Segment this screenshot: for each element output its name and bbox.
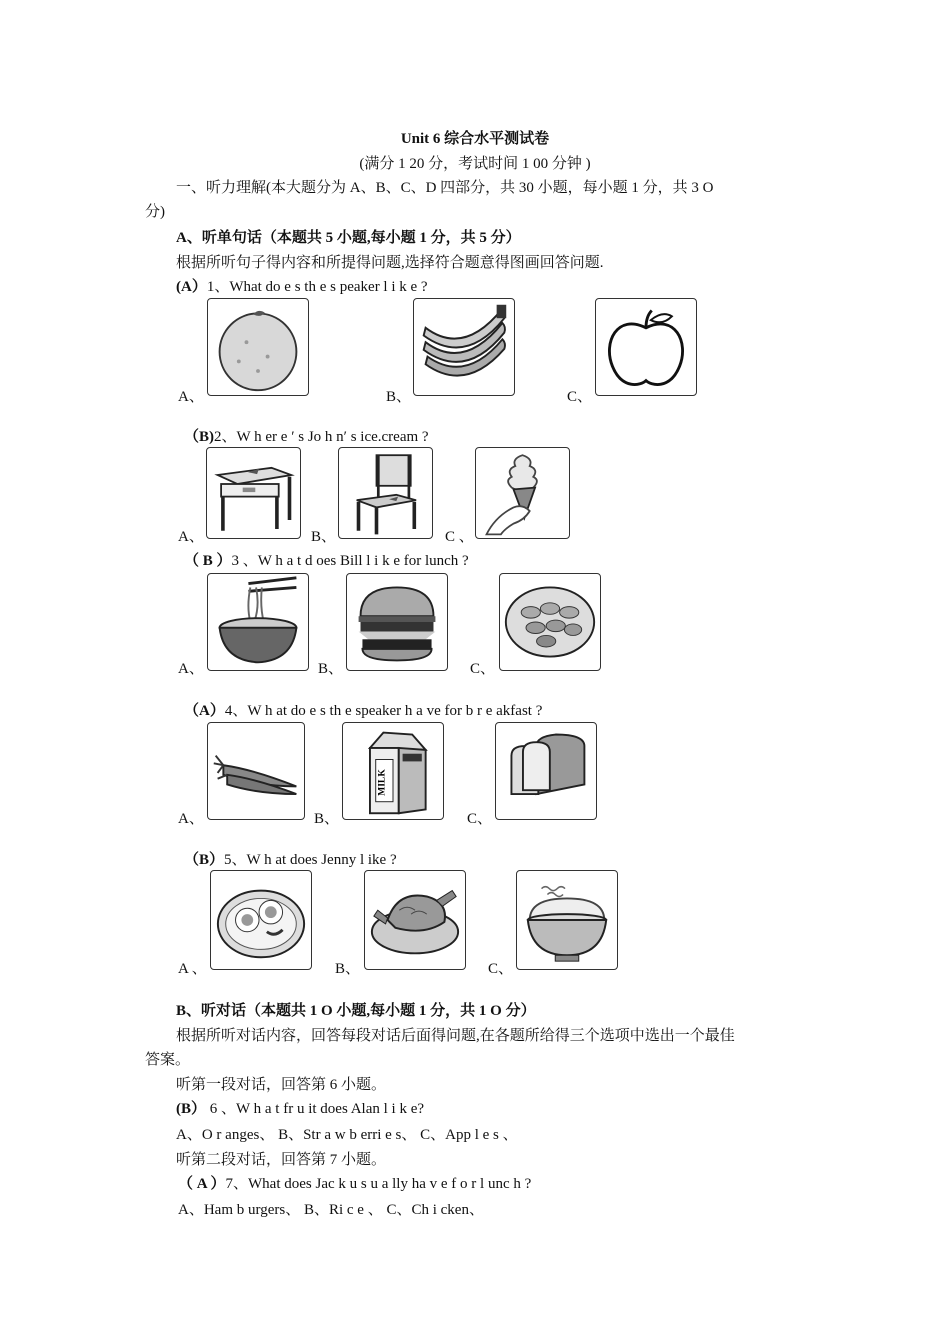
q4-option-b[interactable]: B、 <box>314 811 340 827</box>
milk-picture[interactable] <box>342 722 444 820</box>
dumplings-icon <box>500 574 600 670</box>
answer-7: （ A ） <box>178 1176 226 1192</box>
question-2-text: 2、W h er e ′ s Jo h n′ s ice.cream ? <box>214 429 429 445</box>
sectionB-heading: B、听对话（本题共 1 O 小题,每小题 1 分，共 1 O 分） <box>176 1003 536 1019</box>
sectionB-instruction-cont: 答案。 <box>145 1052 191 1068</box>
table-picture[interactable] <box>206 447 301 539</box>
chicken-picture[interactable] <box>364 870 466 970</box>
carrots-picture[interactable] <box>207 722 305 820</box>
q2-option-a[interactable]: A、 <box>178 529 204 545</box>
page-title: Unit 6 综合水平测试卷 <box>400 131 550 147</box>
q5-option-a[interactable]: A 、 <box>178 961 207 977</box>
question-6 <box>176 1099 424 1119</box>
question-3-text: 3 、W h a t d oes Bill l i k e for lunch ? <box>231 553 469 569</box>
q3-option-a[interactable]: A、 <box>178 661 204 677</box>
q3-option-c[interactable]: C、 <box>470 661 496 677</box>
q4-option-a[interactable]: A、 <box>178 811 204 827</box>
answer-5: （B） <box>184 852 225 868</box>
question-1 <box>176 277 428 297</box>
answer-2: （B) <box>184 429 215 445</box>
q4-option-c[interactable]: C、 <box>467 811 493 827</box>
q1-option-b[interactable]: B、 <box>386 389 412 405</box>
hamburger-picture[interactable] <box>346 573 448 671</box>
sectionA-instruction: 根据所听句子得内容和所提得问题,选择符合题意得图画回答问题. <box>176 255 604 271</box>
eggs-plate-icon <box>211 871 311 969</box>
milk-label: MILK <box>376 769 388 796</box>
chair-icon <box>339 448 432 538</box>
ice-cream-picture[interactable] <box>475 447 570 539</box>
bananas-picture[interactable] <box>413 298 515 396</box>
sectionB-instruction: 根据所听对话内容，回答每段对话后面得问题,在各题所给得三个选项中选出一个最佳 <box>176 1028 735 1044</box>
dialog-1-intro: 听第一段对话，回答第 6 小题。 <box>176 1077 387 1093</box>
question-5 <box>184 850 397 870</box>
ice-cream-hand-icon <box>476 448 569 538</box>
question-5-text: 5、W h at does Jenny l ike ? <box>224 852 397 868</box>
dialog-2-intro: 听第二段对话，回答第 7 小题。 <box>176 1152 387 1168</box>
question-6-options: A、O r anges、 B、Str a w b erri e s、 C、App l e s 、 <box>176 1127 518 1143</box>
bread-icon <box>496 723 596 819</box>
bread-picture[interactable] <box>495 722 597 820</box>
hamburger-icon <box>347 574 447 670</box>
bananas-icon <box>414 299 514 395</box>
rice-picture[interactable] <box>516 870 618 970</box>
carrots-icon <box>208 723 304 819</box>
question-2 <box>184 427 429 447</box>
question-4 <box>184 701 542 721</box>
q5-option-c[interactable]: C、 <box>488 961 514 977</box>
milk-carton-icon <box>343 723 443 819</box>
question-3 <box>184 551 469 571</box>
apple-picture[interactable] <box>595 298 697 396</box>
dumplings-picture[interactable] <box>499 573 601 671</box>
part1-heading-cont: 分) <box>145 204 165 220</box>
answer-6: (B） <box>176 1101 207 1117</box>
q5-option-b[interactable]: B、 <box>335 961 361 977</box>
eggs-picture[interactable] <box>210 870 312 970</box>
page-subtitle: (满分 1 20 分，考试时间 1 00 分钟 ) <box>359 156 591 172</box>
orange-icon <box>208 299 308 395</box>
q2-option-b[interactable]: B、 <box>311 529 337 545</box>
sectionA-heading: A、听单句话（本题共 5 小题,每小题 1 分，共 5 分） <box>176 230 521 246</box>
question-7 <box>178 1174 531 1194</box>
chair-picture[interactable] <box>338 447 433 539</box>
question-7-text: 7、What does Jac k u s u a lly ha v e f o r l unc h ? <box>225 1176 532 1192</box>
question-7-options: A、Ham b urgers、 B、Ri c e 、 C、Ch i cken、 <box>178 1202 484 1218</box>
question-1-text: 1、What do e s th e s peaker l i k e ? <box>206 279 428 295</box>
q1-option-c[interactable]: C、 <box>567 389 593 405</box>
answer-4: （A） <box>184 703 225 719</box>
q1-option-a[interactable]: A、 <box>178 389 204 405</box>
orange-picture[interactable] <box>207 298 309 396</box>
noodles-picture[interactable] <box>207 573 309 671</box>
roast-chicken-icon <box>365 871 465 969</box>
question-6-text: 6 、W h a t fr u it does Alan l i k e? <box>206 1101 425 1117</box>
question-4-text: 4、W h at do e s th e speaker h a ve for b r e akfast ? <box>224 703 543 719</box>
apple-icon <box>596 299 696 395</box>
part1-heading: 一、听力理解(本大题分为 A、B、C、D 四部分，共 30 小题，每小题 1 分，共 3 O <box>176 180 714 196</box>
table-icon <box>207 448 300 538</box>
rice-bowl-icon <box>517 871 617 969</box>
q2-option-c[interactable]: C 、 <box>445 529 474 545</box>
q3-option-b[interactable]: B、 <box>318 661 344 677</box>
answer-1: (A） <box>176 279 207 295</box>
answer-3: （ B ） <box>184 553 232 569</box>
noodles-icon <box>208 574 308 670</box>
